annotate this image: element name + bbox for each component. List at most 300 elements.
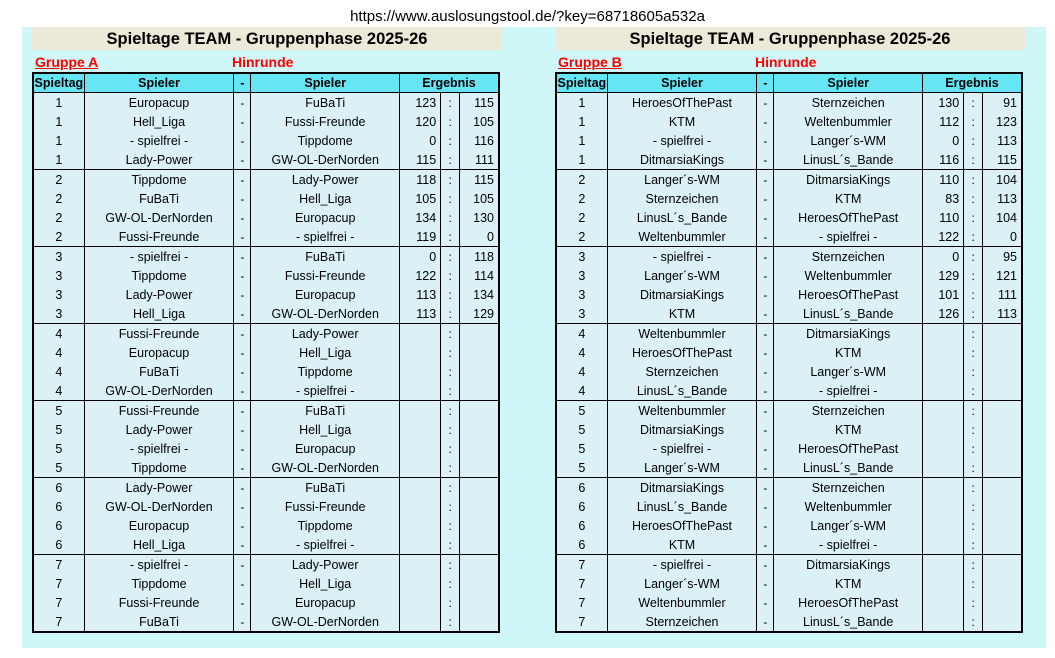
score1-cell — [923, 497, 964, 516]
colon-cell: : — [964, 324, 983, 344]
spieltag-cell: 3 — [33, 247, 84, 267]
colon-cell: : — [964, 381, 983, 401]
player2-cell: GW-OL-DerNorden — [251, 304, 400, 324]
player2-cell: Tippdome — [251, 131, 400, 150]
table-row — [33, 170, 499, 190]
spieltag-cell: 3 — [556, 304, 607, 324]
score1-cell — [923, 535, 964, 555]
group-a-round-label: Hinrunde — [232, 54, 294, 70]
table-row — [556, 574, 1022, 593]
spieltag-cell: 1 — [556, 131, 607, 150]
dash-cell: - — [757, 497, 774, 516]
table-row — [556, 189, 1022, 208]
player2-cell: Lady-Power — [251, 555, 400, 575]
dash-cell: - — [757, 516, 774, 535]
player2-cell: FuBaTi — [251, 478, 400, 498]
spieltag-cell: 2 — [556, 170, 607, 190]
score2-cell — [460, 516, 499, 535]
spieltag-cell: 2 — [33, 208, 84, 227]
score2-cell: 104 — [983, 170, 1022, 190]
spieltag-cell: 4 — [33, 362, 84, 381]
table-row — [33, 478, 499, 498]
score1-cell: 0 — [923, 131, 964, 150]
table-row — [33, 285, 499, 304]
dash-cell: - — [757, 150, 774, 170]
table-row — [33, 439, 499, 458]
score2-cell — [460, 478, 499, 498]
player2-cell: Fussi-Freunde — [251, 266, 400, 285]
spieltag-cell: 2 — [33, 170, 84, 190]
score2-cell — [460, 497, 499, 516]
table-row — [33, 150, 499, 170]
score1-cell — [400, 362, 441, 381]
score2-cell: 113 — [983, 304, 1022, 324]
score1-cell: 123 — [400, 93, 441, 113]
player2-cell: GW-OL-DerNorden — [251, 612, 400, 632]
spieltag-cell: 1 — [556, 112, 607, 131]
player1-cell: Langer´s-WM — [607, 458, 757, 478]
dash-cell: - — [234, 227, 251, 247]
player2-cell: LinusL´s_Bande — [774, 150, 923, 170]
player1-cell: Lady-Power — [84, 420, 234, 439]
player1-cell: KTM — [607, 304, 757, 324]
table-row — [33, 131, 499, 150]
player1-cell: Lady-Power — [84, 150, 234, 170]
score2-cell: 104 — [983, 208, 1022, 227]
player1-cell: Hell_Liga — [84, 304, 234, 324]
player2-cell: - spielfrei - — [774, 535, 923, 555]
score2-cell: 134 — [460, 285, 499, 304]
table-row — [556, 612, 1022, 632]
player2-cell: KTM — [774, 189, 923, 208]
table-row — [33, 362, 499, 381]
player1-cell: Europacup — [84, 516, 234, 535]
table-row — [556, 93, 1022, 113]
score1-cell: 113 — [400, 304, 441, 324]
dash-cell: - — [757, 227, 774, 247]
score2-cell — [460, 574, 499, 593]
player2-cell: KTM — [774, 420, 923, 439]
score1-cell: 0 — [923, 247, 964, 267]
player1-cell: GW-OL-DerNorden — [84, 497, 234, 516]
dash-cell: - — [234, 266, 251, 285]
player2-cell: - spielfrei - — [774, 227, 923, 247]
score1-cell — [400, 458, 441, 478]
table-row — [33, 497, 499, 516]
colon-cell: : — [964, 478, 983, 498]
header-dash: - — [234, 73, 251, 93]
score2-cell: 115 — [460, 170, 499, 190]
table-row — [556, 131, 1022, 150]
spieltag-cell: 1 — [33, 150, 84, 170]
score2-cell: 95 — [983, 247, 1022, 267]
table-row — [33, 420, 499, 439]
player1-cell: DitmarsiaKings — [607, 478, 757, 498]
table-row — [556, 401, 1022, 421]
colon-cell: : — [441, 266, 460, 285]
table-row — [556, 593, 1022, 612]
dash-cell: - — [234, 593, 251, 612]
colon-cell: : — [964, 401, 983, 421]
table-row — [556, 478, 1022, 498]
player1-cell: - spielfrei - — [84, 131, 234, 150]
dash-cell: - — [234, 324, 251, 344]
player2-cell: Sternzeichen — [774, 247, 923, 267]
colon-cell: : — [964, 150, 983, 170]
table-row — [556, 555, 1022, 575]
player2-cell: Hell_Liga — [251, 420, 400, 439]
score1-cell: 83 — [923, 189, 964, 208]
colon-cell: : — [441, 497, 460, 516]
player2-cell: HeroesOfThePast — [774, 593, 923, 612]
score2-cell — [983, 439, 1022, 458]
table-row — [33, 343, 499, 362]
colon-cell: : — [964, 362, 983, 381]
score1-cell — [923, 362, 964, 381]
colon-cell: : — [441, 574, 460, 593]
colon-cell: : — [964, 304, 983, 324]
spieltag-cell: 5 — [556, 458, 607, 478]
score1-cell — [400, 420, 441, 439]
score2-cell — [983, 343, 1022, 362]
header-player2: Spieler — [774, 73, 923, 93]
score1-cell: 119 — [400, 227, 441, 247]
score2-cell — [983, 612, 1022, 632]
player1-cell: HeroesOfThePast — [607, 93, 757, 113]
player2-cell: DitmarsiaKings — [774, 555, 923, 575]
player2-cell: - spielfrei - — [251, 535, 400, 555]
spieltag-cell: 6 — [556, 497, 607, 516]
group-a-schedule-table — [32, 72, 500, 633]
spieltag-cell: 6 — [556, 478, 607, 498]
player2-cell: Lady-Power — [251, 170, 400, 190]
score1-cell — [400, 401, 441, 421]
header-player1: Spieler — [84, 73, 234, 93]
score2-cell — [983, 478, 1022, 498]
player1-cell: Tippdome — [84, 170, 234, 190]
spieltag-cell: 4 — [556, 362, 607, 381]
score2-cell — [460, 401, 499, 421]
score2-cell: 129 — [460, 304, 499, 324]
player1-cell: Tippdome — [84, 266, 234, 285]
table-row — [556, 112, 1022, 131]
player1-cell: - spielfrei - — [84, 555, 234, 575]
score2-cell: 130 — [460, 208, 499, 227]
dash-cell: - — [757, 612, 774, 632]
dash-cell: - — [234, 304, 251, 324]
player2-cell: GW-OL-DerNorden — [251, 150, 400, 170]
colon-cell: : — [964, 93, 983, 113]
dash-cell: - — [757, 208, 774, 227]
spieltag-cell: 7 — [556, 555, 607, 575]
dash-cell: - — [757, 420, 774, 439]
table-row — [33, 555, 499, 575]
dash-cell: - — [757, 574, 774, 593]
player1-cell: HeroesOfThePast — [607, 343, 757, 362]
player1-cell: Lady-Power — [84, 478, 234, 498]
dash-cell: - — [757, 324, 774, 344]
dash-cell: - — [234, 497, 251, 516]
player1-cell: Europacup — [84, 93, 234, 113]
player2-cell: Hell_Liga — [251, 574, 400, 593]
spieltag-cell: 3 — [556, 266, 607, 285]
player1-cell: - spielfrei - — [607, 131, 757, 150]
spieltag-cell: 5 — [33, 401, 84, 421]
player2-cell: Lady-Power — [251, 324, 400, 344]
colon-cell: : — [964, 266, 983, 285]
player1-cell: DitmarsiaKings — [607, 420, 757, 439]
colon-cell: : — [441, 458, 460, 478]
table-row — [556, 420, 1022, 439]
spieltag-cell: 3 — [33, 285, 84, 304]
score2-cell — [983, 574, 1022, 593]
spieltag-cell: 2 — [33, 189, 84, 208]
dash-cell: - — [757, 381, 774, 401]
group-b-label: Gruppe B — [558, 54, 622, 70]
player2-cell: KTM — [774, 574, 923, 593]
score1-cell — [400, 593, 441, 612]
colon-cell: : — [441, 381, 460, 401]
table-row — [556, 170, 1022, 190]
player1-cell: - spielfrei - — [84, 247, 234, 267]
player2-cell: Sternzeichen — [774, 93, 923, 113]
player2-cell: - spielfrei - — [251, 227, 400, 247]
score1-cell: 116 — [923, 150, 964, 170]
player2-cell: FuBaTi — [251, 247, 400, 267]
dash-cell: - — [234, 170, 251, 190]
dash-cell: - — [757, 362, 774, 381]
colon-cell: : — [964, 593, 983, 612]
score1-cell — [400, 381, 441, 401]
colon-cell: : — [441, 285, 460, 304]
dash-cell: - — [234, 189, 251, 208]
score1-cell: 101 — [923, 285, 964, 304]
player2-cell: Langer´s-WM — [774, 131, 923, 150]
score1-cell — [400, 516, 441, 535]
score1-cell: 118 — [400, 170, 441, 190]
dash-cell: - — [234, 535, 251, 555]
table-row — [33, 112, 499, 131]
spieltag-cell: 5 — [33, 439, 84, 458]
player2-cell: HeroesOfThePast — [774, 285, 923, 304]
table-row — [33, 381, 499, 401]
table-row — [33, 189, 499, 208]
score2-cell: 121 — [983, 266, 1022, 285]
table-row — [556, 381, 1022, 401]
player2-cell: KTM — [774, 343, 923, 362]
player2-cell: Europacup — [251, 208, 400, 227]
spieltag-cell: 5 — [33, 458, 84, 478]
score1-cell — [400, 478, 441, 498]
player2-cell: Europacup — [251, 439, 400, 458]
group-b-schedule-table — [555, 72, 1023, 633]
header-player2: Spieler — [251, 73, 400, 93]
dash-cell: - — [757, 112, 774, 131]
player2-cell: DitmarsiaKings — [774, 170, 923, 190]
colon-cell: : — [441, 362, 460, 381]
dash-cell: - — [757, 458, 774, 478]
colon-cell: : — [964, 189, 983, 208]
group-b-round-label: Hinrunde — [755, 54, 817, 70]
score1-cell: 113 — [400, 285, 441, 304]
score1-cell: 110 — [923, 208, 964, 227]
spieltag-cell: 4 — [33, 343, 84, 362]
score1-cell: 0 — [400, 131, 441, 150]
table-row — [33, 574, 499, 593]
score1-cell — [400, 439, 441, 458]
spieltag-cell: 1 — [33, 93, 84, 113]
score1-cell: 134 — [400, 208, 441, 227]
player1-cell: KTM — [607, 112, 757, 131]
player1-cell: LinusL´s_Bande — [607, 208, 757, 227]
colon-cell: : — [441, 343, 460, 362]
spieltag-cell: 7 — [556, 574, 607, 593]
player2-cell: - spielfrei - — [774, 381, 923, 401]
group-a-title: Spieltage TEAM - Gruppenphase 2025-26 — [32, 27, 502, 50]
score1-cell — [923, 439, 964, 458]
player2-cell: HeroesOfThePast — [774, 208, 923, 227]
dash-cell: - — [234, 458, 251, 478]
colon-cell: : — [964, 227, 983, 247]
table-row — [33, 593, 499, 612]
spieltag-cell: 2 — [556, 189, 607, 208]
player1-cell: - spielfrei - — [607, 247, 757, 267]
player2-cell: Weltenbummler — [774, 266, 923, 285]
player2-cell: Langer´s-WM — [774, 362, 923, 381]
dash-cell: - — [234, 516, 251, 535]
score1-cell: 130 — [923, 93, 964, 113]
dash-cell: - — [757, 189, 774, 208]
player1-cell: Hell_Liga — [84, 535, 234, 555]
player1-cell: Sternzeichen — [607, 612, 757, 632]
score2-cell: 111 — [983, 285, 1022, 304]
dash-cell: - — [234, 478, 251, 498]
score1-cell — [400, 612, 441, 632]
player1-cell: Fussi-Freunde — [84, 593, 234, 612]
spieltag-cell: 6 — [556, 516, 607, 535]
dash-cell: - — [757, 304, 774, 324]
colon-cell: : — [441, 131, 460, 150]
score2-cell: 91 — [983, 93, 1022, 113]
table-row — [556, 497, 1022, 516]
player1-cell: FuBaTi — [84, 612, 234, 632]
table-row — [556, 516, 1022, 535]
player1-cell: Weltenbummler — [607, 324, 757, 344]
score1-cell — [923, 458, 964, 478]
score1-cell: 112 — [923, 112, 964, 131]
player1-cell: Langer´s-WM — [607, 574, 757, 593]
spieltag-cell: 6 — [33, 478, 84, 498]
dash-cell: - — [234, 381, 251, 401]
player1-cell: FuBaTi — [84, 362, 234, 381]
dash-cell: - — [234, 612, 251, 632]
colon-cell: : — [441, 555, 460, 575]
score1-cell: 110 — [923, 170, 964, 190]
table-row — [33, 93, 499, 113]
colon-cell: : — [441, 304, 460, 324]
dash-cell: - — [757, 343, 774, 362]
score2-cell: 115 — [460, 93, 499, 113]
colon-cell: : — [441, 439, 460, 458]
score2-cell: 118 — [460, 247, 499, 267]
spieltag-cell: 4 — [556, 343, 607, 362]
colon-cell: : — [964, 343, 983, 362]
player1-cell: LinusL´s_Bande — [607, 381, 757, 401]
table-row — [556, 362, 1022, 381]
score1-cell — [923, 612, 964, 632]
player2-cell: LinusL´s_Bande — [774, 458, 923, 478]
dash-cell: - — [757, 170, 774, 190]
player1-cell: LinusL´s_Bande — [607, 497, 757, 516]
score2-cell — [460, 324, 499, 344]
score2-cell — [983, 362, 1022, 381]
spieltag-cell: 7 — [33, 555, 84, 575]
spieltag-cell: 3 — [33, 304, 84, 324]
spieltag-cell: 4 — [33, 324, 84, 344]
player1-cell: DitmarsiaKings — [607, 150, 757, 170]
table-row — [556, 324, 1022, 344]
score2-cell: 113 — [983, 131, 1022, 150]
score1-cell: 115 — [400, 150, 441, 170]
score2-cell: 111 — [460, 150, 499, 170]
score1-cell — [400, 555, 441, 575]
score2-cell — [983, 516, 1022, 535]
dash-cell: - — [234, 555, 251, 575]
score1-cell — [923, 343, 964, 362]
player2-cell: LinusL´s_Bande — [774, 304, 923, 324]
score2-cell — [983, 458, 1022, 478]
colon-cell: : — [964, 458, 983, 478]
score2-cell — [460, 612, 499, 632]
player2-cell: Europacup — [251, 593, 400, 612]
colon-cell: : — [441, 227, 460, 247]
score2-cell — [460, 458, 499, 478]
dash-cell: - — [757, 478, 774, 498]
header-result: Ergebnis — [923, 73, 1022, 93]
dash-cell: - — [234, 247, 251, 267]
header-spieltag: Spieltag — [33, 73, 84, 93]
colon-cell: : — [964, 112, 983, 131]
player2-cell: FuBaTi — [251, 93, 400, 113]
score1-cell: 129 — [923, 266, 964, 285]
colon-cell: : — [441, 208, 460, 227]
player1-cell: GW-OL-DerNorden — [84, 208, 234, 227]
score1-cell — [400, 535, 441, 555]
table-row — [556, 535, 1022, 555]
spieltag-cell: 4 — [33, 381, 84, 401]
dash-cell: - — [757, 555, 774, 575]
dash-cell: - — [234, 131, 251, 150]
score2-cell: 115 — [983, 150, 1022, 170]
dash-cell: - — [234, 208, 251, 227]
score1-cell: 122 — [400, 266, 441, 285]
table-row — [33, 458, 499, 478]
colon-cell: : — [441, 112, 460, 131]
player1-cell: Sternzeichen — [607, 189, 757, 208]
score2-cell: 116 — [460, 131, 499, 150]
dash-cell: - — [234, 343, 251, 362]
score1-cell: 126 — [923, 304, 964, 324]
score2-cell — [460, 381, 499, 401]
header-result: Ergebnis — [400, 73, 499, 93]
score1-cell — [923, 516, 964, 535]
score2-cell — [460, 535, 499, 555]
player2-cell: Weltenbummler — [774, 112, 923, 131]
score2-cell — [460, 362, 499, 381]
score1-cell — [923, 401, 964, 421]
score2-cell — [983, 420, 1022, 439]
colon-cell: : — [441, 324, 460, 344]
